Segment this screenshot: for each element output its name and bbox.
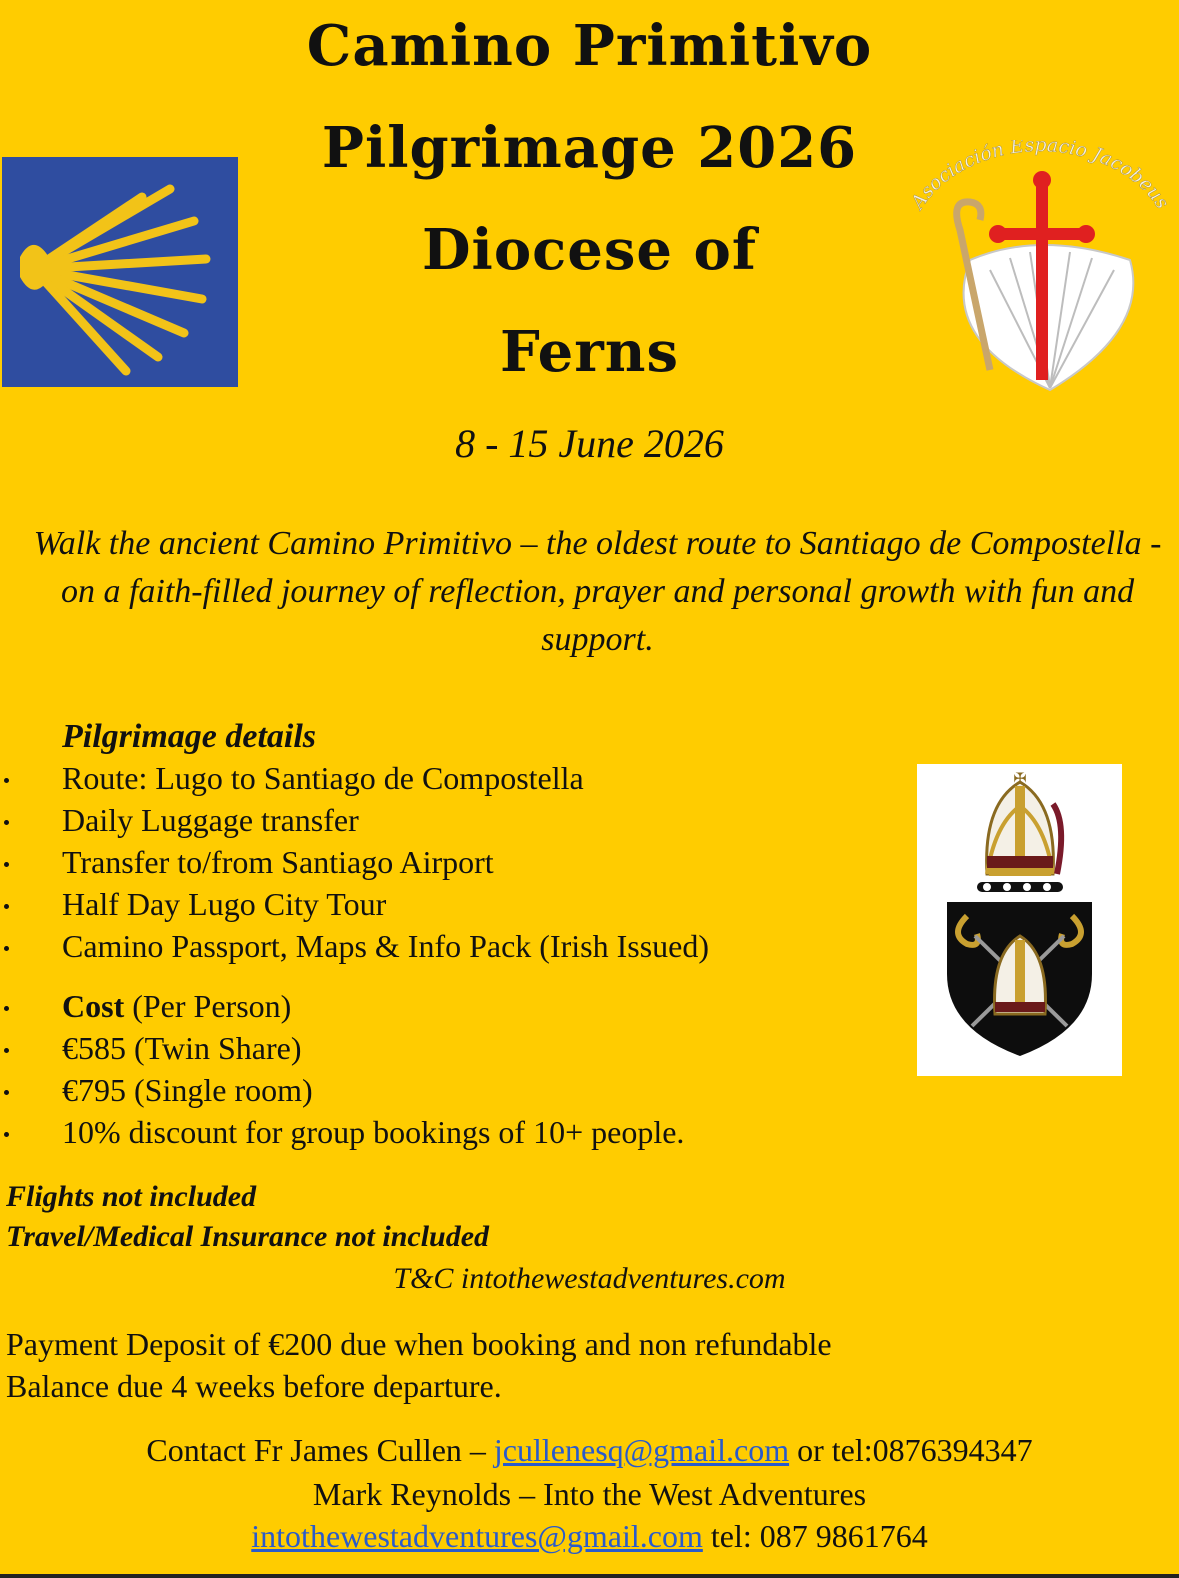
terms-note: T&C intothewestadventures.com	[393, 1262, 786, 1295]
cost-qualifier: (Per Person)	[124, 988, 292, 1024]
contact-tel-adventures: tel: 087 9861764	[702, 1518, 928, 1554]
detail-passport: Camino Passport, Maps & Info Pack (Irish Issued)	[62, 928, 710, 964]
cost-twin-share: €585 (Twin Share)	[62, 1030, 302, 1066]
email-link-adventures[interactable]: intothewestadventures@gmail.com	[251, 1518, 703, 1554]
detail-airport: Transfer to/from Santiago Airport	[62, 844, 494, 880]
list-item	[0, 925, 880, 967]
seal-text: Asociación Espacio Jacobeus	[906, 140, 1174, 213]
bullet-icon	[4, 778, 9, 783]
flights-note: Flights not included	[6, 1180, 257, 1213]
title-line-1: Camino Primitivo	[306, 13, 873, 79]
contact-tel-james: or tel:0876394347	[789, 1432, 1033, 1468]
list-item	[0, 1111, 880, 1153]
title-line-3: Diocese of	[421, 217, 757, 283]
bullet-icon	[4, 1090, 9, 1095]
bullet-icon	[4, 862, 9, 867]
payment-balance: Balance due 4 weeks before departure.	[6, 1368, 502, 1404]
bullet-icon	[4, 1048, 9, 1053]
contact-line-2: Mark Reynolds – Into the West Adventures	[312, 1476, 867, 1512]
list-item	[0, 985, 880, 1027]
list-item	[0, 1069, 880, 1111]
cost-single-room: €795 (Single room)	[62, 1072, 313, 1108]
cost-group-discount: 10% discount for group bookings of 10+ people.	[62, 1114, 685, 1150]
svg-text:✠: ✠	[1013, 769, 1027, 788]
contact-line-1	[0, 1432, 1179, 1469]
list-item	[0, 841, 880, 883]
detail-city-tour: Half Day Lugo City Tour	[62, 886, 387, 922]
bullet-icon	[4, 946, 9, 951]
bullet-icon	[4, 820, 9, 825]
cost-label: Cost	[62, 988, 125, 1024]
mitre-crest-icon	[917, 764, 1122, 1076]
title-line-4: Ferns	[499, 319, 680, 385]
list-item	[0, 1027, 880, 1069]
detail-luggage: Daily Luggage transfer	[62, 802, 359, 838]
list-item	[0, 799, 880, 841]
bullet-icon	[4, 1006, 9, 1011]
intro-paragraph: Walk the ancient Camino Primitivo – the oldest route to Santiago de Compostella - on a faith-filled journey of reflection, prayer and personal growth with fun and support.	[33, 525, 1162, 658]
list-item	[0, 883, 880, 925]
email-link-james[interactable]: jcullenesq@gmail.com	[493, 1432, 790, 1468]
list-item	[0, 757, 880, 799]
pilgrimage-dates: 8 - 15 June 2026	[455, 421, 724, 466]
contact-name-james: Contact Fr James Cullen –	[146, 1432, 494, 1468]
payment-deposit: Payment Deposit of €200 due when booking and non refundable	[6, 1326, 832, 1362]
cost-list	[0, 985, 880, 1153]
insurance-note: Travel/Medical Insurance not included	[6, 1220, 490, 1253]
bottom-border	[0, 1574, 1179, 1578]
title-line-2: Pilgrimage 2026	[321, 115, 858, 181]
bullet-icon	[4, 1132, 9, 1137]
details-list	[0, 757, 880, 967]
contact-line-3	[0, 1518, 1179, 1555]
detail-route: Route: Lugo to Santiago de Compostella	[62, 760, 584, 796]
pilgrim-association-seal	[900, 140, 1179, 400]
bullet-icon	[4, 904, 9, 909]
scallop-shell-icon	[2, 157, 238, 387]
diocese-crest	[917, 764, 1122, 1076]
scallop-shell-logo	[2, 157, 238, 387]
details-heading: Pilgrimage details	[62, 718, 317, 755]
